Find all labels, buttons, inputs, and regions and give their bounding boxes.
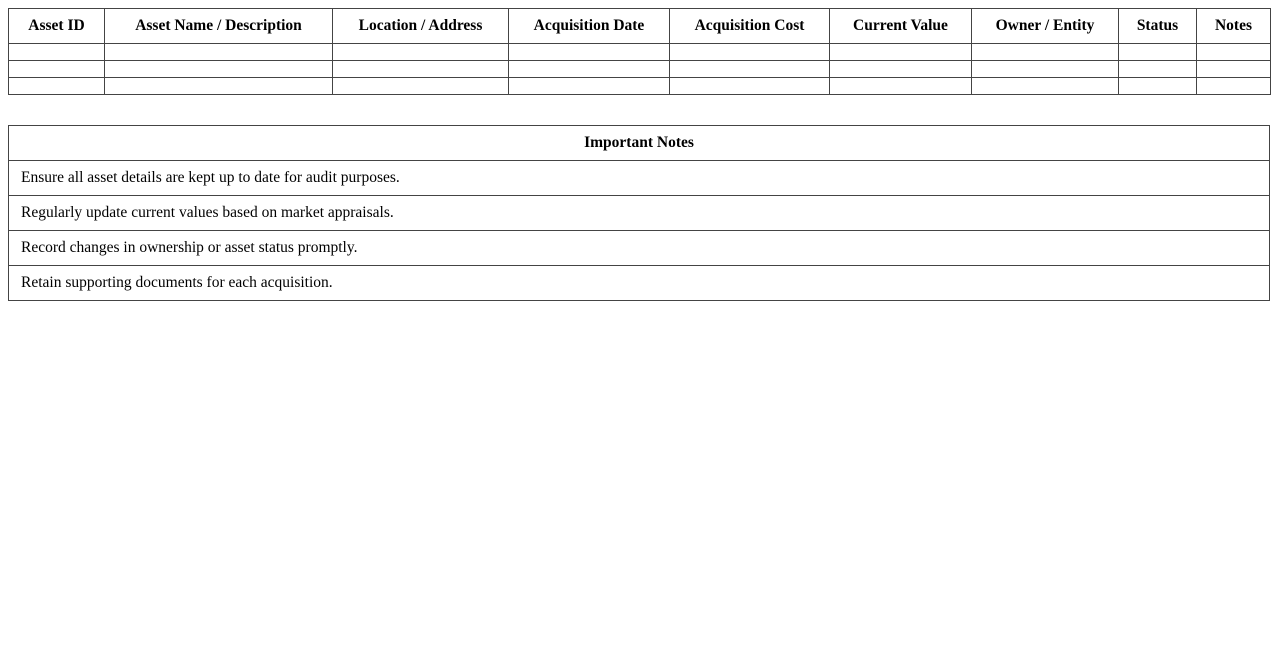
note-item: Regularly update current values based on market appraisals.: [9, 196, 1270, 231]
table-cell[interactable]: [1119, 61, 1197, 78]
table-cell[interactable]: [105, 61, 333, 78]
asset-table-body: [9, 44, 1271, 95]
column-header-acquisition-cost: Acquisition Cost: [670, 9, 830, 44]
table-cell[interactable]: [9, 78, 105, 95]
asset-table-header: [9, 9, 1271, 44]
note-item: Retain supporting documents for each acquisition.: [9, 266, 1270, 301]
table-cell[interactable]: [830, 78, 972, 95]
important-notes-table: [8, 125, 1270, 301]
table-cell[interactable]: [670, 78, 830, 95]
table-cell[interactable]: [1197, 61, 1271, 78]
note-row: [9, 196, 1270, 231]
table-cell[interactable]: [830, 44, 972, 61]
table-cell[interactable]: [333, 44, 509, 61]
table-cell[interactable]: [333, 61, 509, 78]
note-row: [9, 161, 1270, 196]
table-cell[interactable]: [972, 61, 1119, 78]
asset-register-table: [8, 8, 1271, 95]
column-header-status: Status: [1119, 9, 1197, 44]
column-header-asset-id: Asset ID: [9, 9, 105, 44]
column-header-owner-entity: Owner / Entity: [972, 9, 1119, 44]
table-cell[interactable]: [972, 44, 1119, 61]
column-header-acquisition-date: Acquisition Date: [509, 9, 670, 44]
table-cell[interactable]: [1197, 78, 1271, 95]
table-cell[interactable]: [670, 44, 830, 61]
table-cell[interactable]: [972, 78, 1119, 95]
note-item: Ensure all asset details are kept up to date for audit purposes.: [9, 161, 1270, 196]
table-cell[interactable]: [830, 61, 972, 78]
notes-title: Important Notes: [9, 126, 1270, 161]
table-cell[interactable]: [509, 78, 670, 95]
column-header-asset-name: Asset Name / Description: [105, 9, 333, 44]
column-header-location: Location / Address: [333, 9, 509, 44]
table-cell[interactable]: [9, 61, 105, 78]
table-cell[interactable]: [509, 44, 670, 61]
table-cell[interactable]: [1119, 44, 1197, 61]
note-row: [9, 266, 1270, 301]
notes-header-row: [9, 126, 1270, 161]
table-cell[interactable]: [105, 78, 333, 95]
table-row: [9, 61, 1271, 78]
table-cell[interactable]: [9, 44, 105, 61]
table-cell[interactable]: [105, 44, 333, 61]
column-header-current-value: Current Value: [830, 9, 972, 44]
table-row: [9, 78, 1271, 95]
table-row: [9, 44, 1271, 61]
column-header-notes: Notes: [1197, 9, 1271, 44]
table-cell[interactable]: [333, 78, 509, 95]
note-row: [9, 231, 1270, 266]
table-cell[interactable]: [1197, 44, 1271, 61]
table-cell[interactable]: [509, 61, 670, 78]
table-cell[interactable]: [1119, 78, 1197, 95]
note-item: Record changes in ownership or asset status promptly.: [9, 231, 1270, 266]
table-cell[interactable]: [670, 61, 830, 78]
header-row: [9, 9, 1271, 44]
